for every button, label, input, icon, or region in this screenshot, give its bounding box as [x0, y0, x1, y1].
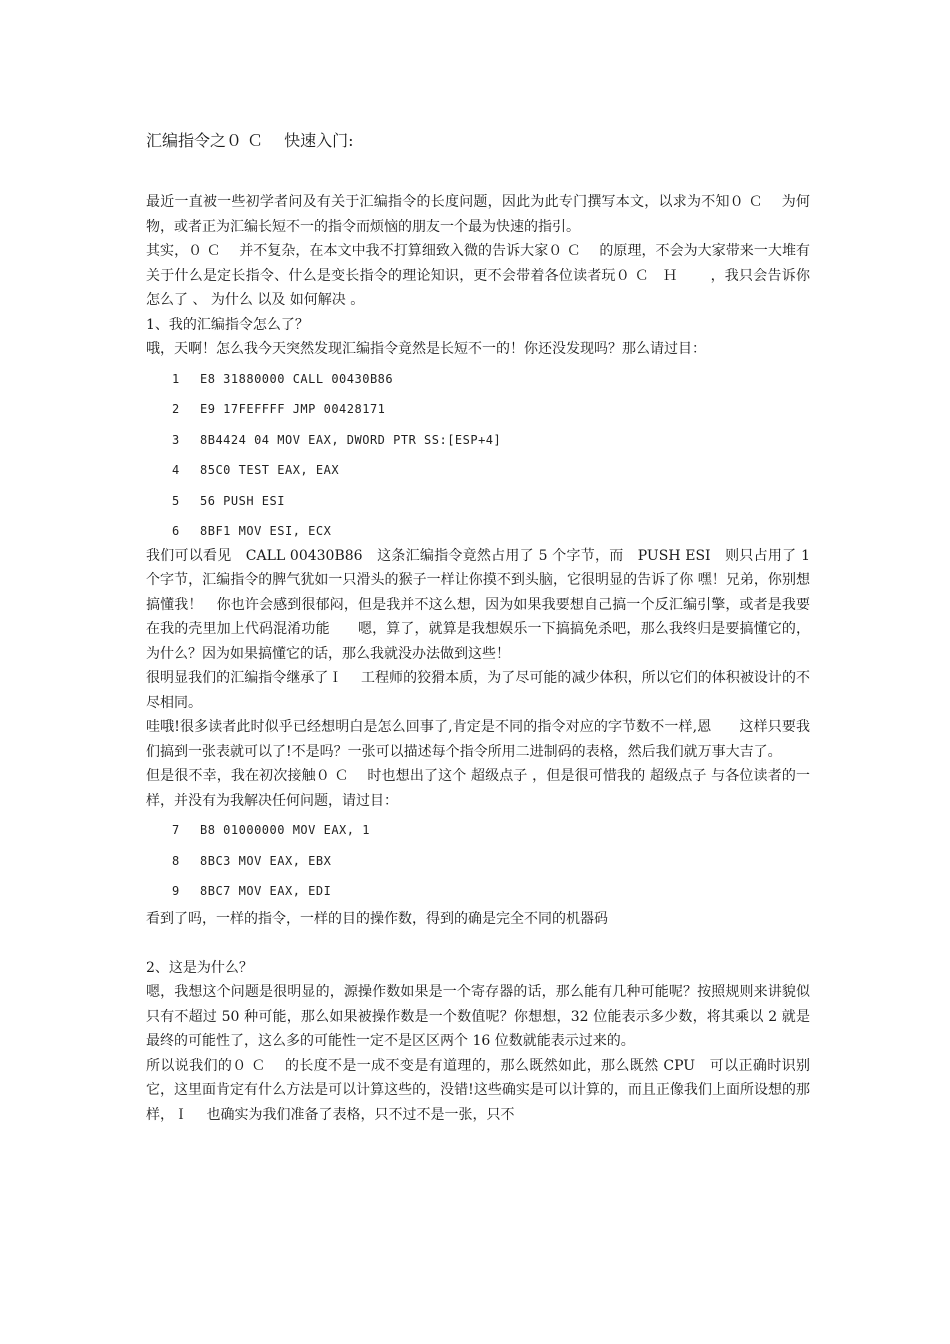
line-number: 6	[172, 524, 180, 538]
section-heading: 1、我的汇编指令怎么了？	[146, 316, 309, 333]
line-number: 3	[172, 432, 180, 447]
paragraph: 很明显我们的汇编指令继承了Ｉ 工程师的狡猾本质，为了尽可能的减少体积，所以它们的体积被设计的不尽相同。	[146, 670, 810, 711]
code-line	[146, 876, 810, 907]
paragraph: 但是很不幸，我在初次接触０ Ｃ 时也想出了这个 超级点子 ，但是很可惜我的 超级点子 与各位读者的一样，并没有为我解决任何问题，请过目：	[146, 768, 810, 809]
code-text: 8BC3 MOV EAX, EBX	[200, 853, 332, 868]
code-line	[146, 394, 810, 425]
code-text: 8B4424 04 MOV EAX, DWORD PTR SS:[ESP+4]	[200, 432, 502, 447]
paragraph-gap	[146, 932, 810, 956]
paragraph: 看到了吗，一样的指令，一样的目的操作数，得到的确是完全不同的机器码	[146, 911, 608, 927]
code-line	[146, 815, 810, 846]
code-text: B8 01000000 MOV EAX, 1	[200, 823, 370, 837]
code-text: 8BC7 MOV EAX, EDI	[200, 884, 332, 898]
code-line	[146, 486, 810, 517]
code-line	[146, 846, 810, 877]
code-text: E9 17FEFFFF JMP 00428171	[200, 402, 386, 416]
paragraph: 哦，天啊！怎么我今天突然发现汇编指令竟然是长短不一的！你还没发现吗？那么请过目：	[146, 341, 706, 357]
paragraph: 嗯，我想这个问题是很明显的，源操作数如果是一个寄存器的话，那么能有几种可能呢？按照规则来讲貌似只有不超过 50 种可能，那么如果被操作数是一个数值呢？你想想，32 位能表示多少数，将其乘以 2 就是最终的可能性了，这么多的可能性一定不是区区两个 16 位数就能表示过来的。	[146, 984, 810, 1049]
line-number: 7	[172, 823, 180, 837]
code-text: 8BF1 MOV ESI, ECX	[200, 524, 332, 538]
line-number: 8	[172, 853, 180, 868]
code-line	[146, 425, 810, 456]
line-number: 9	[172, 884, 180, 898]
line-number: 5	[172, 493, 180, 508]
line-number: 4	[172, 463, 180, 477]
paragraph: 其实，０ Ｃ 并不复杂，在本文中我不打算细致入微的告诉大家０ Ｃ 的原理，不会为大家带来一大堆有关于什么是定长指令、什么是变长指令的理论知识，更不会带着各位读者玩０ Ｃ Ｈ ，我只会告诉你 怎么了 、 为什么 以及 如何解决 。	[146, 243, 810, 308]
document-body	[146, 190, 810, 1127]
paragraph: 最近一直被一些初学者问及有关于汇编指令的长度问题，因此为此专门撰写本文，以求为不知０ Ｃ 为何物，或者正为汇编长短不一的指令而烦恼的朋友一个最为快速的指引。	[146, 194, 810, 235]
paragraph: 哇哦!很多读者此时似乎已经想明白是怎么回事了,肯定是不同的指令对应的字节数不一样,恩 这样只要我们搞到一张表就可以了!不是吗？一张可以描述每个指令所用二进制码的表格，然后我们就万事大吉了。	[146, 719, 810, 760]
paragraph: 我们可以看见 CALL 00430B86 这条汇编指令竟然占用了 5 个字节，而 PUSH ESI 则只占用了 1 个字节，汇编指令的脾气犹如一只滑头的猴子一样让你摸不到头脑，它很明显的告诉了你 嘿！兄弟，你别想搞懂我！ 你也许会感到很郁闷，但是我并不这么想，因为如果我要想自己搞一个反汇编引擎，或者是我要在我的壳里加上代码混淆功能 嗯，算了，就算是我想娱乐一下搞搞免杀吧，那么我终归是要搞懂它的，为什么？因为如果搞懂它的话，那么我就没办法做到这些！	[146, 547, 810, 662]
code-line	[146, 364, 810, 395]
code-line	[146, 516, 810, 547]
line-number: 2	[172, 402, 180, 416]
code-listing	[146, 364, 810, 544]
line-number: 1	[172, 371, 180, 386]
document-title: 汇编指令之０ Ｃ 快速入门:	[146, 131, 354, 150]
code-text: E8 31880000 CALL 00430B86	[200, 371, 394, 386]
code-listing	[146, 815, 810, 907]
section-heading: 2、这是为什么？	[146, 959, 253, 976]
code-text: 56 PUSH ESI	[200, 493, 285, 508]
code-line	[146, 455, 810, 486]
paragraph: 所以说我们的０ Ｃ 的长度不是一成不变是有道理的，那么既然如此，那么既然 CPU 可以正确时识别它，这里面肯定有什么方法是可以计算这些的，没错!这些确实是可以计算的，而且正像我们上面所设想的那样，Ｉ 也确实为我们准备了表格，只不过不是一张，只不	[146, 1057, 810, 1123]
code-text: 85C0 TEST EAX, EAX	[200, 463, 340, 477]
